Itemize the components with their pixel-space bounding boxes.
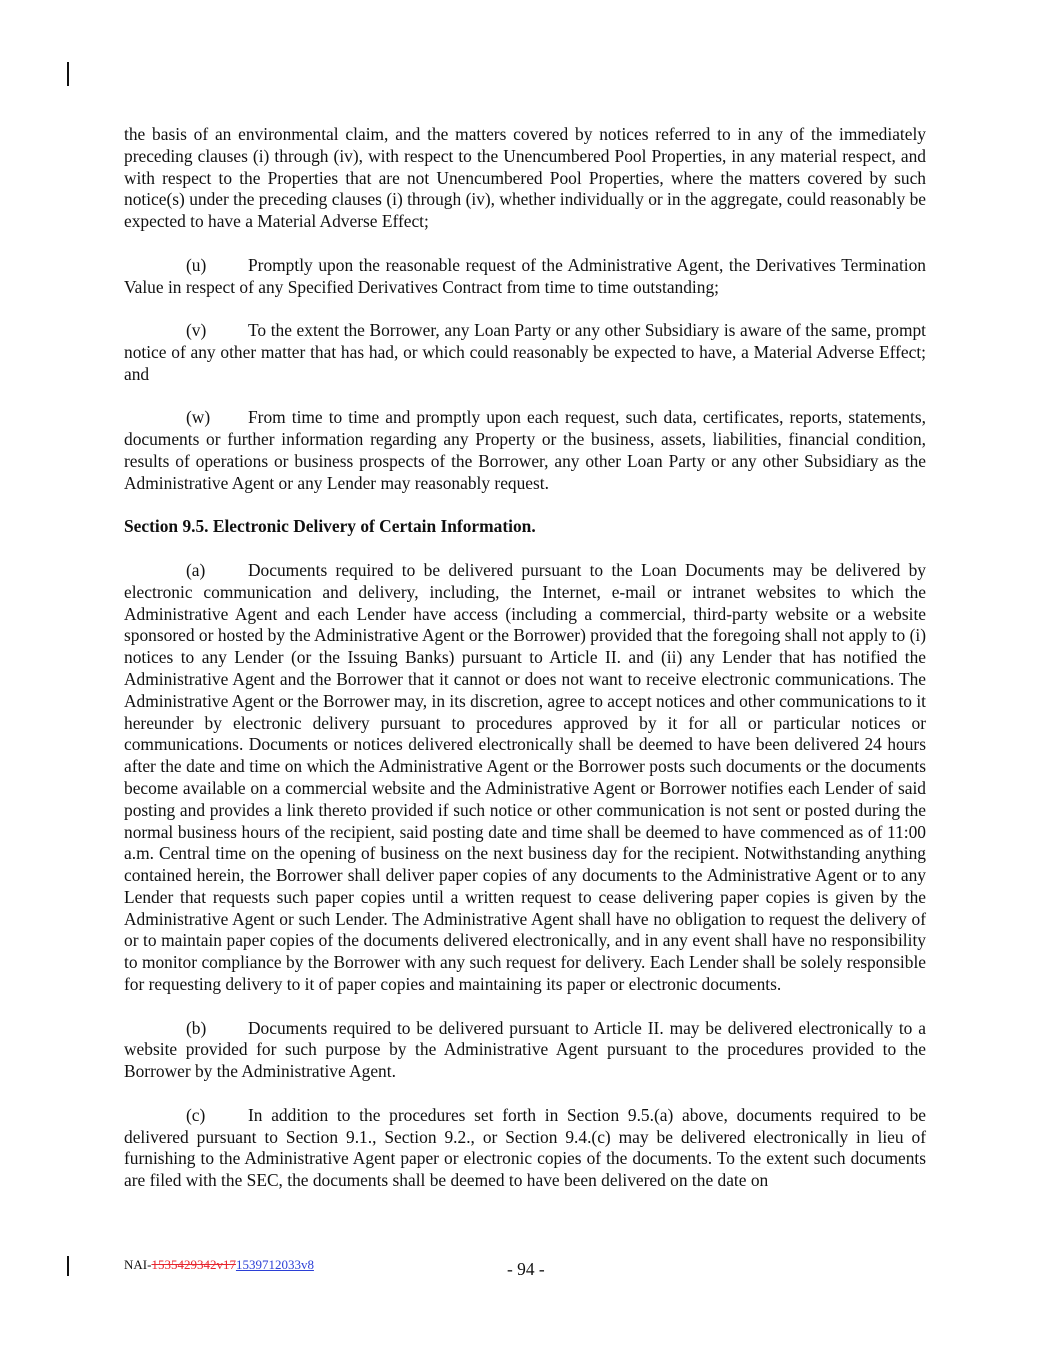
clause-text: Documents required to be delivered pursuant to the Loan Documents may be delivered by electronic communication and delivery, including, the Internet, e-mail or intranet websites to which the Administrative Agent and each Lender have access (including a commercial, third-party website or a website sponsored or hosted by the Administrative Agent or the Borrower) provided that the foregoing shall not apply to (i) notices to any Lender (or the Issuing Banks) pursuant to Article II. and (ii) any Lender that has notified the Administrative Agent and the Borrower that it cannot or does not want to receive electronic communications. The Administrative Agent or the Borrower may, in its discretion, agree to accept notices and other communications to it hereunder by electronic delivery pursuant to procedures approved by it for all or particular notices or communications. Documents or notices delivered electronically shall be deemed to have been delivered 24 hours after the date and time on which the Administrative Agent or the Borrower posts such documents or the documents become available on a commercial website and the Administrative Agent or Borrower notifies each Lender of said posting and provides a link thereto provided if such notice or other communication is not sent or posted during the normal business hours of the recipient, said posting date and time shall be deemed to have commenced as of 11:00 a.m. Central time on the opening of business on the next business day for the recipient. Notwithstanding anything contained herein, the Borrower shall deliver paper copies of any documents to the Administrative Agent or to any Lender that requests such paper copies until a written request to cease delivering paper copies is given by the Administrative Agent or such Lender. The Administrative Agent shall have no obligation to request the delivery of or to maintain paper copies of the documents delivered electronically, and in any event shall have no responsibility to monitor compliance by the Borrower with any such request for delivery. Each Lender shall be solely responsible for requesting delivery to it of paper copies and maintaining its paper or electronic documents. [124, 559, 927, 995]
section-heading: Section 9.5. Electronic Delivery of Certain Information. [124, 516, 536, 537]
deleted-doc-id: 1535429342v17 [151, 1257, 236, 1272]
clause-text: Documents required to be delivered pursuant to Article II. may be delivered electronically to a website provided for such purpose by the Administrative Agent pursuant to the procedures provided to the Borrower by the Administrative Agent. [124, 1017, 926, 1082]
clause-marker: (a) [186, 559, 206, 580]
clause-marker: (u) [186, 254, 207, 275]
paragraph-v [124, 320, 926, 385]
inserted-doc-id: 1539712033v8 [235, 1257, 314, 1272]
clause-marker: (b) [186, 1017, 207, 1038]
paragraph-u [124, 255, 926, 299]
page-number: - 94 - [507, 1259, 545, 1279]
paragraph-continuation: the basis of an environmental claim, and the matters covered by notices referred to in any of the immediately preceding clauses (i) through (iv), with respect to the Unencumbered Pool Properties, in any material respect, and with respect to the Properties that are not Unencumbered Pool Properties, where the matters covered by such notice(s) under the preceding clauses (i) through (iv), whether individually or in the aggregate, could reasonably be expected to have a Material Adverse Effect; [124, 124, 926, 232]
doc-id-prefix: NAI- [124, 1257, 152, 1272]
footer-document-id [124, 1257, 314, 1273]
paragraph-b [124, 1018, 926, 1083]
clause-text: In addition to the procedures set forth in Section 9.5.(a) above, documents required to be delivered pursuant to Section 9.1., Section 9.2., or Section 9.4.(c) may be delivered electronically in lieu of furnishing to the Administrative Agent paper or electronic copies of the documents. To the extent such documents are filed with the SEC, the documents shall be deemed to have been delivered on the date on [124, 1104, 926, 1191]
clause-text: Promptly upon the reasonable request of the Administrative Agent, the Derivatives Termination Value in respect of any Specified Derivatives Contract from time to time outstanding; [124, 254, 926, 297]
paragraph-w [124, 407, 926, 494]
clause-text: To the extent the Borrower, any Loan Party or any other Subsidiary is aware of the same, prompt notice of any other matter that has had, or which could reasonably be expected to have, a Material Adverse Effect; and [124, 320, 926, 384]
paragraph-c [124, 1105, 926, 1192]
change-bar-top [67, 62, 69, 86]
clause-marker: (v) [186, 320, 207, 341]
document-body [124, 124, 926, 1192]
clause-text: From time to time and promptly upon each request, such data, certificates, reports, statements, documents or further information regarding any Property or the business, assets, liabilities, financial condition, results of operations or business prospects of the Borrower, any other Loan Party or any other Subsidiary as the Administrative Agent or any Lender may reasonably request. [124, 407, 926, 493]
clause-marker: (c) [186, 1104, 206, 1125]
clause-marker: (w) [186, 407, 211, 428]
change-bar-bottom [67, 1256, 69, 1276]
paragraph-a [124, 560, 926, 996]
